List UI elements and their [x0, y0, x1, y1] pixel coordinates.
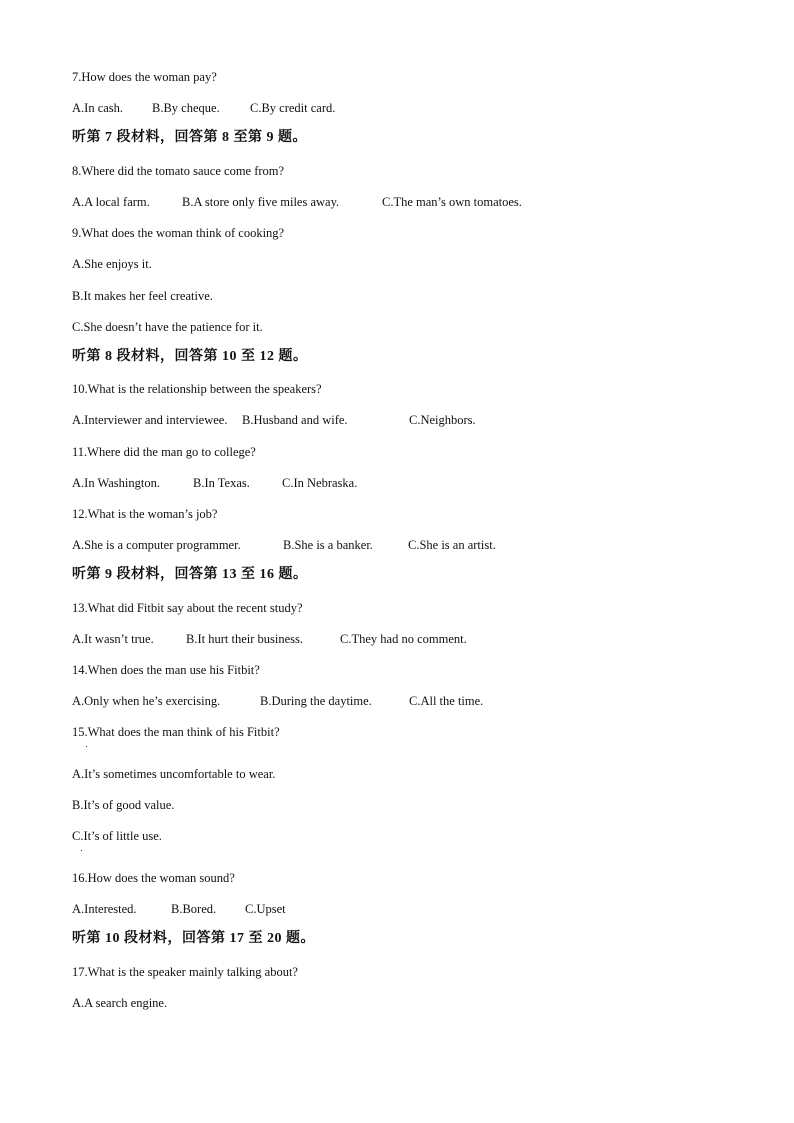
question-11-options — [72, 475, 357, 491]
option-a: A.Interviewer and interviewee. — [72, 413, 228, 427]
question-10: 10.What is the relationship between the speakers? — [72, 382, 322, 396]
option-c: C.She is an artist. — [408, 538, 496, 552]
option-b: B.Husband and wife. — [242, 413, 348, 427]
option-a: A.Interested. — [72, 902, 137, 916]
question-9-option-a: A.She enjoys it. — [72, 257, 152, 271]
question-14: 14.When does the man use his Fitbit? — [72, 663, 260, 677]
option-a: A.In Washington. — [72, 476, 160, 490]
option-c: C.Upset — [245, 902, 286, 916]
question-12-options — [72, 537, 496, 553]
question-7: 7.How does the woman pay? — [72, 70, 217, 84]
question-8-options — [72, 194, 522, 210]
option-a: A.Only when he’s exercising. — [72, 694, 221, 708]
question-16: 16.How does the woman sound? — [72, 871, 235, 885]
question-16-options — [72, 901, 286, 917]
section-heading-9: 听第 9 段材料，回答第 13 至 16 题。 — [72, 567, 308, 582]
question-17-option-a: A.A search engine. — [72, 996, 168, 1010]
option-a: A.In cash. — [72, 101, 124, 115]
question-15: 15.What does the man think of his Fitbit? — [72, 725, 280, 739]
option-a: A.It wasn’t true. — [72, 632, 154, 646]
option-c: C.By credit card. — [250, 101, 336, 115]
option-b: B.By cheque. — [152, 101, 220, 115]
question-8: 8.Where did the tomato sauce come from? — [72, 164, 285, 178]
option-c: C.All the time. — [409, 694, 484, 708]
option-b: B.A store only five miles away. — [182, 195, 340, 209]
section-heading-7: 听第 7 段材料，回答第 8 至第 9 题。 — [72, 130, 307, 145]
option-b: B.Bored. — [171, 902, 217, 916]
question-15-option-a: A.It’s sometimes uncomfortable to wear. — [72, 767, 276, 781]
option-b: B.She is a banker. — [283, 538, 373, 552]
question-9-option-c: C.She doesn’t have the patience for it. — [72, 320, 263, 334]
option-a: A.A local farm. — [72, 195, 150, 209]
option-b: B.It hurt their business. — [186, 632, 304, 646]
option-c: C.Neighbors. — [409, 413, 476, 427]
question-7-options — [72, 100, 335, 116]
section-heading-10: 听第 10 段材料，回答第 17 至 20 题。 — [72, 931, 315, 946]
question-15-option-b: B.It’s of good value. — [72, 798, 175, 812]
option-a: A.She is a computer programmer. — [72, 538, 241, 552]
question-11: 11.Where did the man go to college? — [72, 445, 256, 459]
option-c: C.The man’s own tomatoes. — [382, 195, 522, 209]
option-c: C.They had no comment. — [340, 632, 467, 646]
question-12: 12.What is the woman’s job? — [72, 507, 218, 521]
option-b: B.During the daytime. — [260, 694, 372, 708]
question-9: 9.What does the woman think of cooking? — [72, 226, 285, 240]
question-17: 17.What is the speaker mainly talking about? — [72, 965, 298, 979]
section-heading-8: 听第 8 段材料，回答第 10 至 12 题。 — [72, 349, 308, 364]
question-15-option-c: C.It’s of little use. — [72, 829, 162, 843]
question-14-options — [72, 693, 483, 709]
question-13-options — [72, 631, 467, 647]
question-10-options — [72, 412, 476, 428]
stray-mark — [81, 850, 82, 851]
option-c: C.In Nebraska. — [282, 476, 358, 490]
question-13: 13.What did Fitbit say about the recent study? — [72, 601, 303, 615]
option-b: B.In Texas. — [193, 476, 250, 490]
stray-mark — [86, 746, 87, 747]
question-9-option-b: B.It makes her feel creative. — [72, 289, 213, 303]
